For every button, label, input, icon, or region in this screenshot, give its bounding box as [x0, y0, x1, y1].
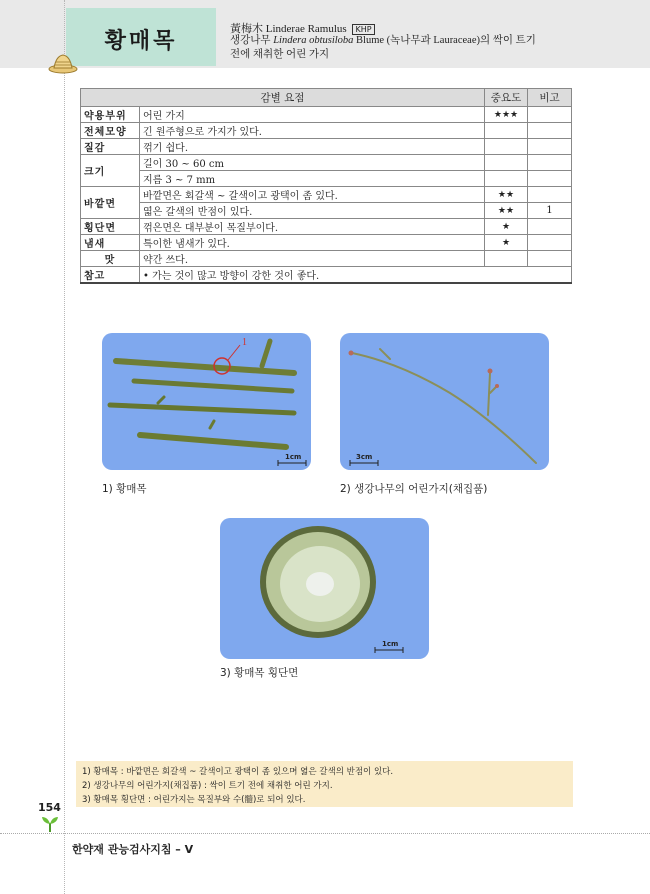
- table-header-row: [81, 89, 572, 107]
- row-importance: [485, 155, 528, 171]
- row-text: 특이한 냄새가 있다.: [140, 235, 485, 251]
- photo-cross-section: [220, 518, 429, 659]
- photo-caption: 3) 황매목 횡단면: [220, 667, 299, 679]
- row-label: 맛: [81, 251, 140, 267]
- khp-badge: KHP: [352, 24, 374, 35]
- row-label: 바깥면: [81, 187, 140, 219]
- row-text: 길이 30 ~ 60 cm: [140, 155, 485, 171]
- row-note: [528, 235, 572, 251]
- hanja-name: 黃梅木: [230, 23, 263, 35]
- row-text: 긴 원주형으로 가지가 있다.: [140, 123, 485, 139]
- row-label: 전체모양: [81, 123, 140, 139]
- footer-divider: [0, 833, 650, 834]
- photo-twigs: [102, 333, 311, 470]
- row-importance: [485, 123, 528, 139]
- row-importance: ★★★: [485, 107, 528, 123]
- photo-caption: 1) 황매목: [102, 483, 147, 495]
- row-note: [528, 171, 572, 187]
- col-note: 비고: [528, 89, 572, 107]
- row-text: 꺾기 쉽다.: [140, 139, 485, 155]
- row-note: [528, 139, 572, 155]
- footer-title: 한약재 관능검사지침 – V: [72, 843, 194, 856]
- row-text: 지름 3 ~ 7 mm: [140, 171, 485, 187]
- page-number: 154: [38, 801, 61, 814]
- table-row: [81, 107, 572, 123]
- identification-table: [80, 88, 572, 284]
- table-row: [81, 139, 572, 155]
- sprout-icon: [40, 813, 60, 833]
- row-note: 1: [528, 203, 572, 219]
- photo-branch: [340, 333, 549, 470]
- row-importance: [485, 139, 528, 155]
- table-row: [81, 187, 572, 203]
- scale-label: 1cm: [382, 640, 399, 648]
- row-text: • 가는 것이 많고 방향이 강한 것이 좋다.: [140, 267, 572, 284]
- row-note: [528, 123, 572, 139]
- row-label: 참고: [81, 267, 140, 284]
- row-note: [528, 155, 572, 171]
- origin-part: 전에 채취한 어린 가지: [230, 49, 330, 60]
- row-importance: ★: [485, 219, 528, 235]
- table-row: [81, 235, 572, 251]
- table-row: [81, 219, 572, 235]
- row-label: 냄새: [81, 235, 140, 251]
- twigs-illustration: [102, 333, 311, 470]
- origin-family: Blume (녹나무과 Lauraceae)의 싹이 트기: [356, 35, 536, 46]
- row-importance: [485, 251, 528, 267]
- table-row: [81, 203, 572, 219]
- table-row: [81, 123, 572, 139]
- row-note: [528, 187, 572, 203]
- origin-plant: 생강나무: [230, 35, 271, 46]
- row-text: 바깥면은 회갈색 ~ 갈색이고 광택이 좀 있다.: [140, 187, 485, 203]
- latin-name: Linderae Ramulus: [265, 23, 347, 35]
- margin-dotted-line: [64, 0, 65, 894]
- row-text: 약간 쓰다.: [140, 251, 485, 267]
- cross-section-illustration: [220, 518, 429, 659]
- row-importance: ★★: [485, 187, 528, 203]
- page-title: 황매목: [104, 29, 178, 54]
- scale-label: 1cm: [285, 453, 302, 461]
- footnote-item: 1) 황매목 : 바깥면은 회갈색 ~ 갈색이고 광택이 좀 있으며 엷은 갈색의 반점이 있다.: [82, 767, 394, 777]
- row-text: 엷은 갈색의 반점이 있다.: [140, 203, 485, 219]
- origin-species: Lindera obtusiloba: [273, 35, 354, 46]
- footnote-item: 2) 생강나무의 어린가지(채집품) : 싹이 트기 전에 채취한 어린 가지.: [82, 781, 333, 791]
- row-label: 횡단면: [81, 219, 140, 235]
- photo-marker: 1: [242, 337, 247, 348]
- row-label: 약용부위: [81, 107, 140, 123]
- col-main: 감별 요점: [81, 89, 485, 107]
- row-note: [528, 107, 572, 123]
- row-importance: [485, 171, 528, 187]
- row-importance: ★: [485, 235, 528, 251]
- title-box: [66, 8, 216, 66]
- origin-description: [230, 34, 630, 62]
- scale-label: 3cm: [356, 453, 373, 461]
- table-row: [81, 171, 572, 187]
- row-note: [528, 251, 572, 267]
- row-label: 크기: [81, 155, 140, 187]
- col-importance: 중요도: [485, 89, 528, 107]
- table-row: [81, 267, 572, 284]
- row-label: 질감: [81, 139, 140, 155]
- table-row: [81, 251, 572, 267]
- branch-illustration: [340, 333, 549, 470]
- hat-icon: [48, 52, 78, 74]
- row-importance: ★★: [485, 203, 528, 219]
- page-header: [0, 0, 650, 68]
- table-row: [81, 155, 572, 171]
- footnote-box: [76, 761, 573, 807]
- row-text: 꺾은면은 대부분이 목질부이다.: [140, 219, 485, 235]
- row-text: 어린 가지: [140, 107, 485, 123]
- footnote-item: 3) 황매목 횡단면 : 어린가지는 목질부와 수(髓)로 되어 있다.: [82, 795, 306, 805]
- photo-caption: 2) 생강나무의 어린가지(채집품): [340, 483, 488, 495]
- row-note: [528, 219, 572, 235]
